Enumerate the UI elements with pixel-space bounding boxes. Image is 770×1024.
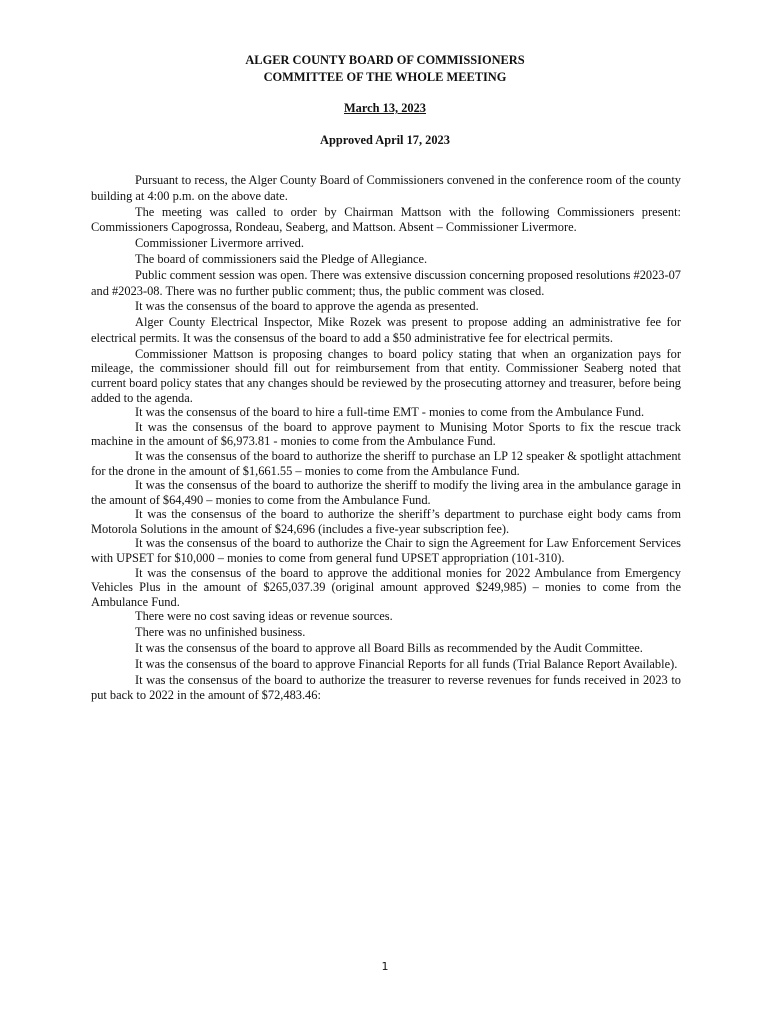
paragraph: It was the consensus of the board to approve all Board Bills as recommended by the Audit Committee. <box>135 641 643 656</box>
paragraph: Commissioner Livermore arrived. <box>135 236 304 251</box>
paragraph: There were no cost saving ideas or revenue sources. <box>135 609 393 624</box>
paragraph: It was the consensus of the board to authorize the Chair to sign the Agreement for Law Enforcement Services with UPSET for $10,000 – monies to come from general fund UPSET appropriation (101-310). <box>91 536 681 566</box>
paragraph: There was no unfinished business. <box>135 625 306 640</box>
minutes-body <box>91 173 681 704</box>
paragraph: It was the consensus of the board to authorize the sheriff to purchase an LP 12 speaker & spotlight attachment for the drone in the amount of $1,661.55 – monies to come from the Ambulance Fund. <box>91 448 681 478</box>
paragraph: It was the consensus of the board to authorize the treasurer to reverse revenues for funds received in 2023 to put back to 2022 in the amount of $72,483.46: <box>91 672 681 703</box>
paragraph: Alger County Electrical Inspector, Mike Rozek was present to propose adding an administrative fee for electrical permits. It was the consensus of the board to add a $50 administrative fee for electrical permits. <box>91 315 681 345</box>
paragraph: It was the consensus of the board to approve payment to Munising Motor Sports to fix the rescue track machine in the amount of $6,973.81 - monies to come from the Ambulance Fund. <box>91 419 681 449</box>
paragraph: It was the consensus of the board to authorize the sheriff to modify the living area in the ambulance garage in the amount of $64,490 – monies to come from the Ambulance Fund. <box>91 478 681 507</box>
paragraph: It was the consensus of the board to approve the agenda as presented. <box>135 299 479 314</box>
title-line-2: COMMITTEE OF THE WHOLE MEETING <box>263 70 507 84</box>
paragraph: The board of commissioners said the Pledge of Allegiance. <box>135 251 428 266</box>
approval-line: Approved April 17, 2023 <box>320 133 450 147</box>
title-line-1: ALGER COUNTY BOARD OF COMMISSIONERS <box>245 53 525 67</box>
paragraph: Public comment session was open. There was extensive discussion concerning proposed resolutions #2023-07 and #2023-08. There was no further public comment; thus, the public comment was closed. <box>91 267 681 298</box>
paragraph: Commissioner Mattson is proposing changes to board policy stating that when an organization pays for mileage, the commissioner should fill out for reimbursement from that entity. Commissioner Seaberg noted that current board policy states that any changes should be reviewed by the prosecuting attorney and treasurer, before being added to the agenda. <box>91 346 681 405</box>
paragraph: The meeting was called to order by Chairman Mattson with the following Commissioners present: Commissioners Capogrossa, Rondeau, Seaberg, and Mattson. Absent – Commissioner Livermore. <box>91 204 681 235</box>
paragraph: It was the consensus of the board to approve Financial Reports for all funds (Trial Balance Report Available). <box>135 656 678 671</box>
document-title <box>0 52 770 86</box>
paragraph: It was the consensus of the board to approve the additional monies for 2022 Ambulance from Emergency Vehicles Plus in the amount of $265,037.39 (original amount approved $249,985) – monies to come from the Ambulance Fund. <box>91 565 681 609</box>
paragraph: It was the consensus of the board to authorize the sheriff’s department to purchase eight body cams from Motorola Solutions in the amount of $24,696 (includes a five-year subscription fee). <box>91 507 681 536</box>
paragraph: It was the consensus of the board to hire a full-time EMT - monies to come from the Ambulance Fund. <box>135 405 645 420</box>
page-number: 1 <box>381 960 389 973</box>
paragraph: Pursuant to recess, the Alger County Board of Commissioners convened in the conference room of the county building at 4:00 p.m. on the above date. <box>91 173 681 203</box>
meeting-date: March 13, 2023 <box>343 101 427 115</box>
